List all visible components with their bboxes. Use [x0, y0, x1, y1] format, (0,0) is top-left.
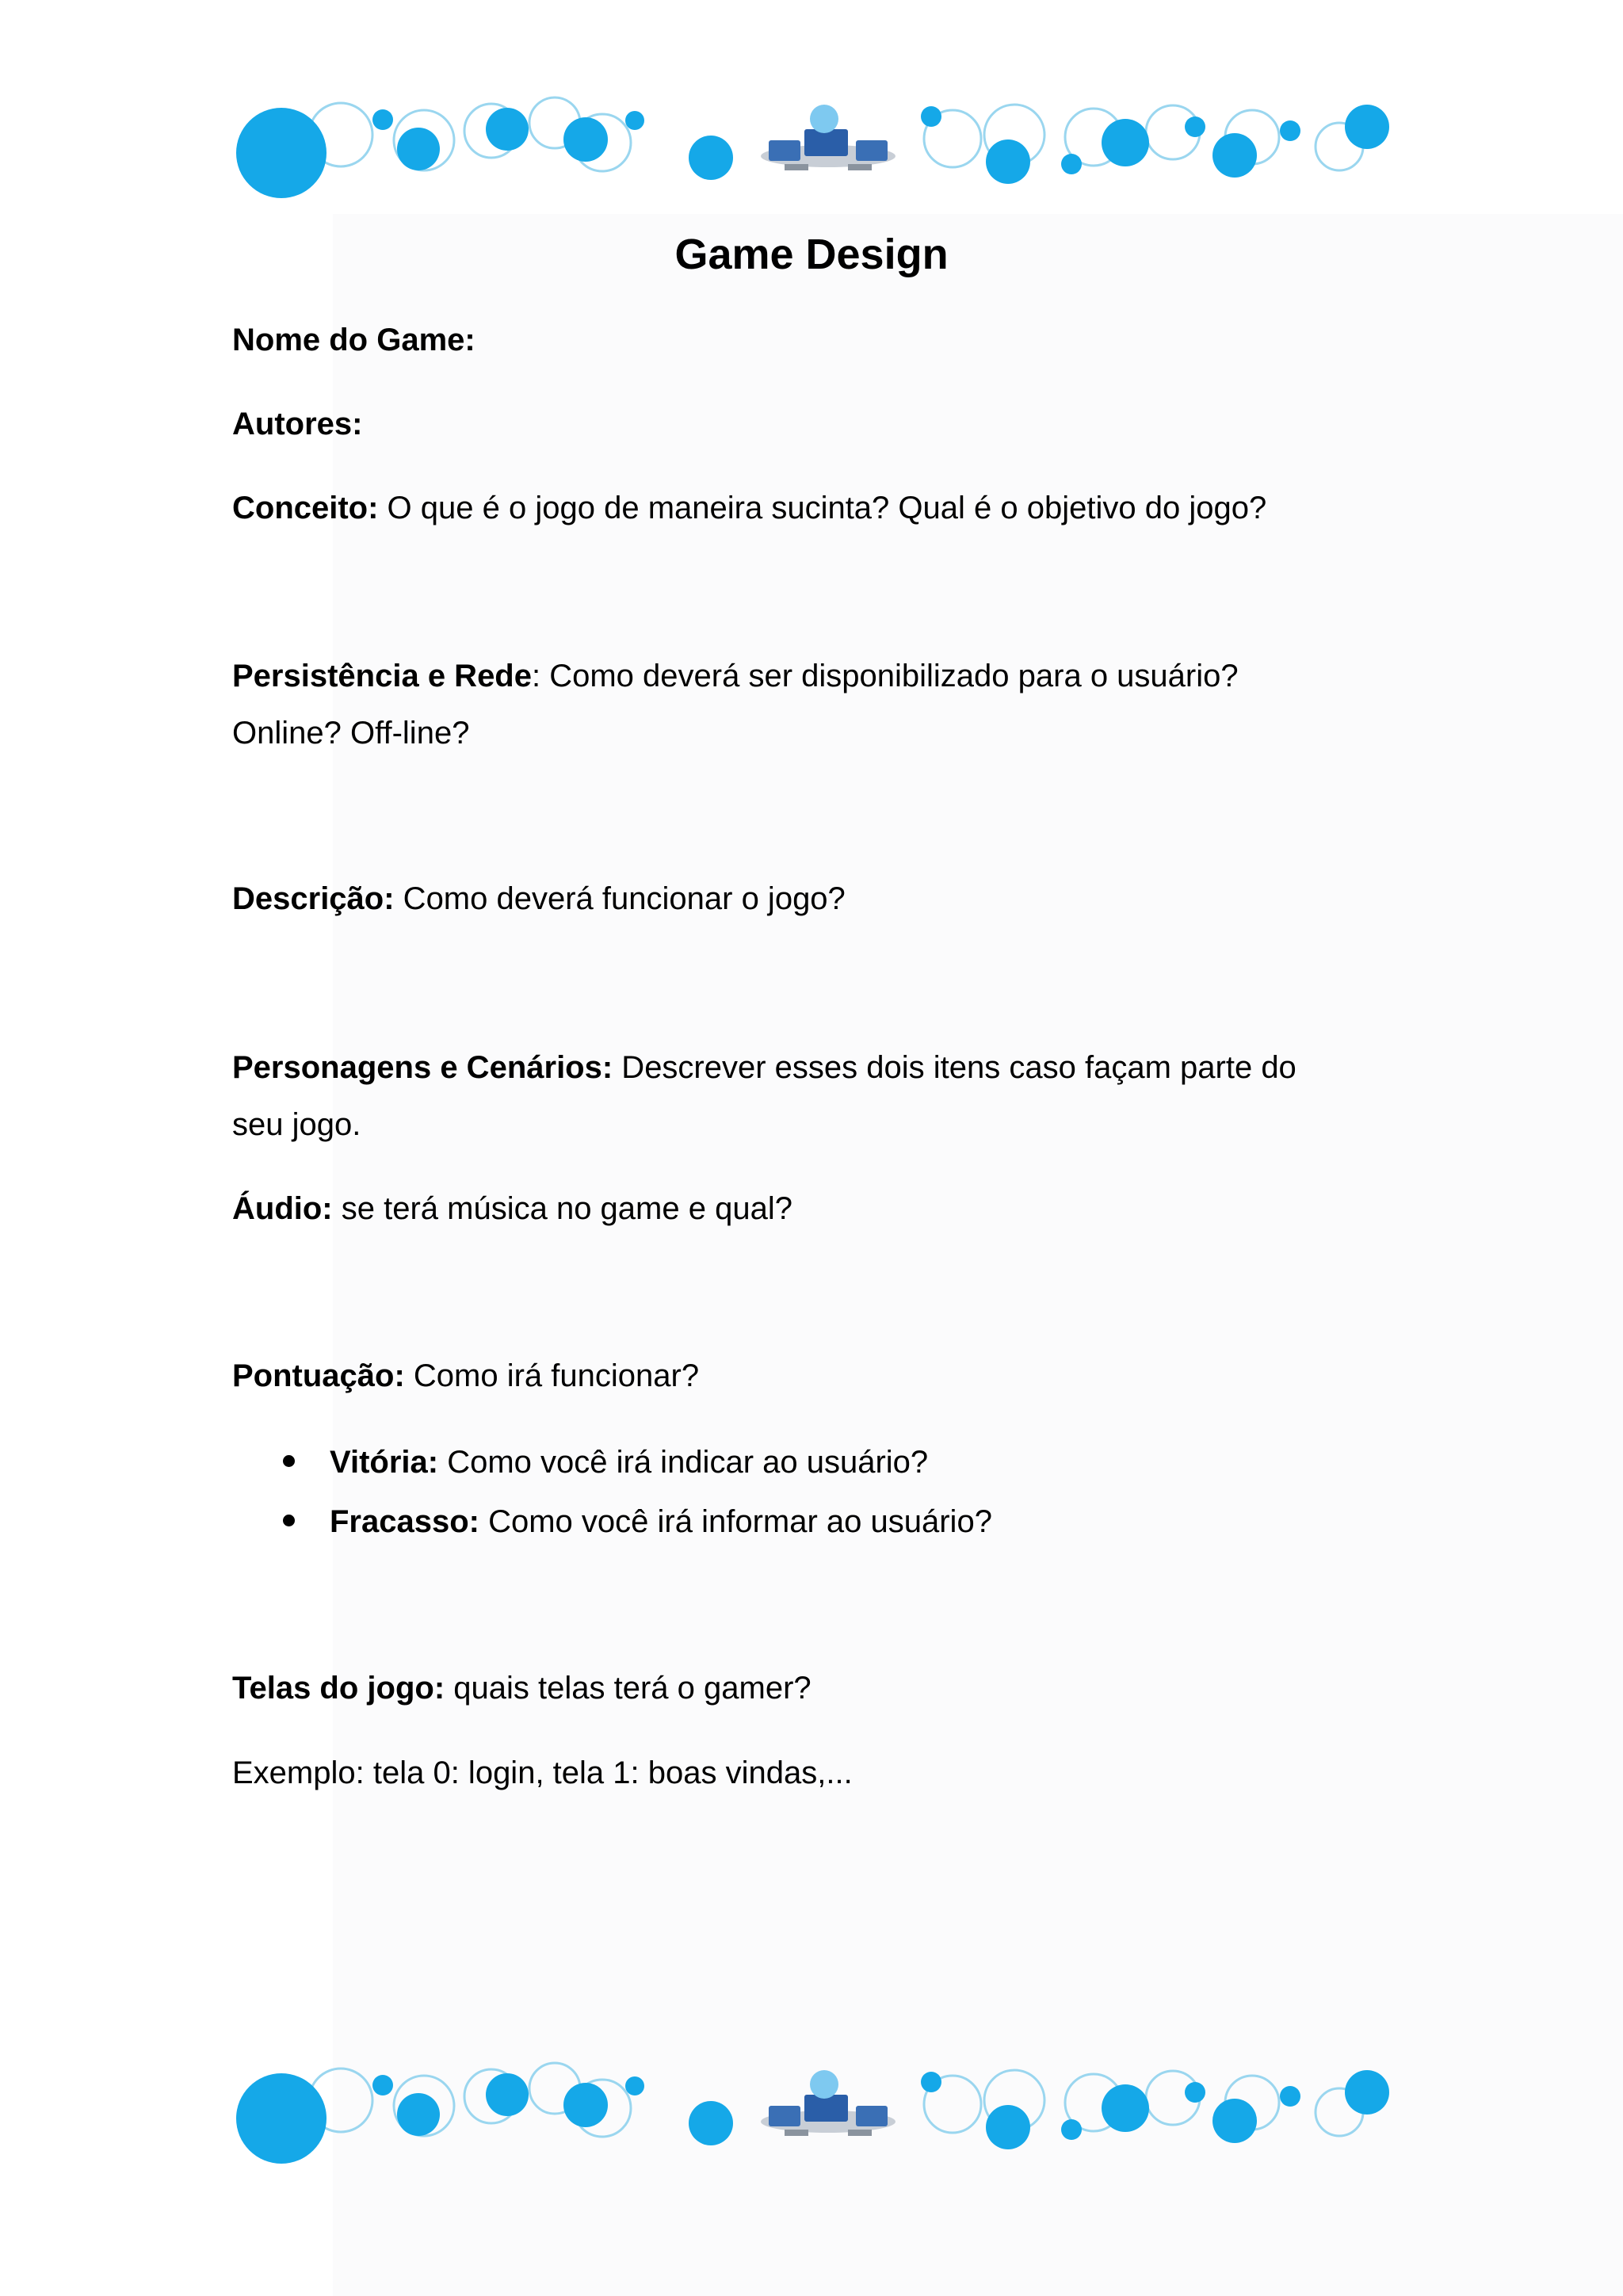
field-text: quais telas terá o gamer? [445, 1671, 812, 1706]
field-audio [232, 1187, 1389, 1230]
document-title: Game Design [674, 231, 949, 278]
field-text: Como irá funcionar? [404, 1358, 700, 1393]
list-item-vitoria [330, 1441, 1487, 1484]
field-text: Descrever esses dois itens caso façam parte do [613, 1050, 1296, 1085]
field-label: Descrição: [232, 881, 395, 916]
field-label: Telas do jogo: [232, 1671, 445, 1706]
field-exemplo [232, 1752, 1389, 1794]
field-text: seu jogo. [232, 1107, 361, 1142]
bubbles-left-filled [236, 2073, 733, 2164]
field-label: Autores: [232, 407, 363, 441]
bullet-icon [283, 1515, 295, 1526]
bullet-icon [283, 1455, 295, 1467]
field-label: Vitória: [330, 1445, 439, 1480]
field-descricao [232, 877, 1389, 920]
computers-network-icon [761, 105, 896, 170]
computers-network-icon [761, 2070, 896, 2136]
field-label: Pontuação: [232, 1358, 405, 1393]
field-text: Online? Off-line? [232, 716, 470, 751]
field-label: Conceito: [232, 491, 379, 525]
field-text: Como você irá informar ao usuário? [479, 1504, 992, 1539]
field-label: Fracasso: [330, 1504, 479, 1539]
field-text: : Como deverá ser disponibilizado para o usuário? [532, 659, 1239, 693]
bubble-banner-bottom [230, 2057, 1403, 2176]
field-personagens-cont [232, 1103, 1389, 1146]
field-label: Áudio: [232, 1191, 333, 1226]
field-label: Persistência e Rede [232, 659, 532, 693]
field-text: Como você irá indicar ao usuário? [438, 1445, 929, 1480]
field-persistencia-cont [232, 712, 1389, 755]
bubble-banner-top [230, 91, 1403, 210]
field-nome-do-game [232, 319, 1389, 361]
list-item-fracasso [330, 1500, 1487, 1543]
field-telas-do-jogo [232, 1667, 1389, 1710]
field-label: Personagens e Cenários: [232, 1050, 613, 1085]
field-text: O que é o jogo de maneira sucinta? Qual é o objetivo do jogo? [378, 491, 1267, 525]
field-text: Exemplo: tela 0: login, tela 1: boas vindas,... [232, 1755, 853, 1790]
field-label: Nome do Game: [232, 323, 475, 357]
field-personagens [232, 1046, 1389, 1089]
field-conceito [232, 487, 1389, 529]
field-pontuacao [232, 1354, 1389, 1397]
bubbles-left-filled [236, 108, 733, 198]
field-autores [232, 403, 1389, 445]
field-text: se terá música no game e qual? [332, 1191, 792, 1226]
field-text: Como deverá funcionar o jogo? [394, 881, 846, 916]
field-persistencia [232, 655, 1389, 697]
